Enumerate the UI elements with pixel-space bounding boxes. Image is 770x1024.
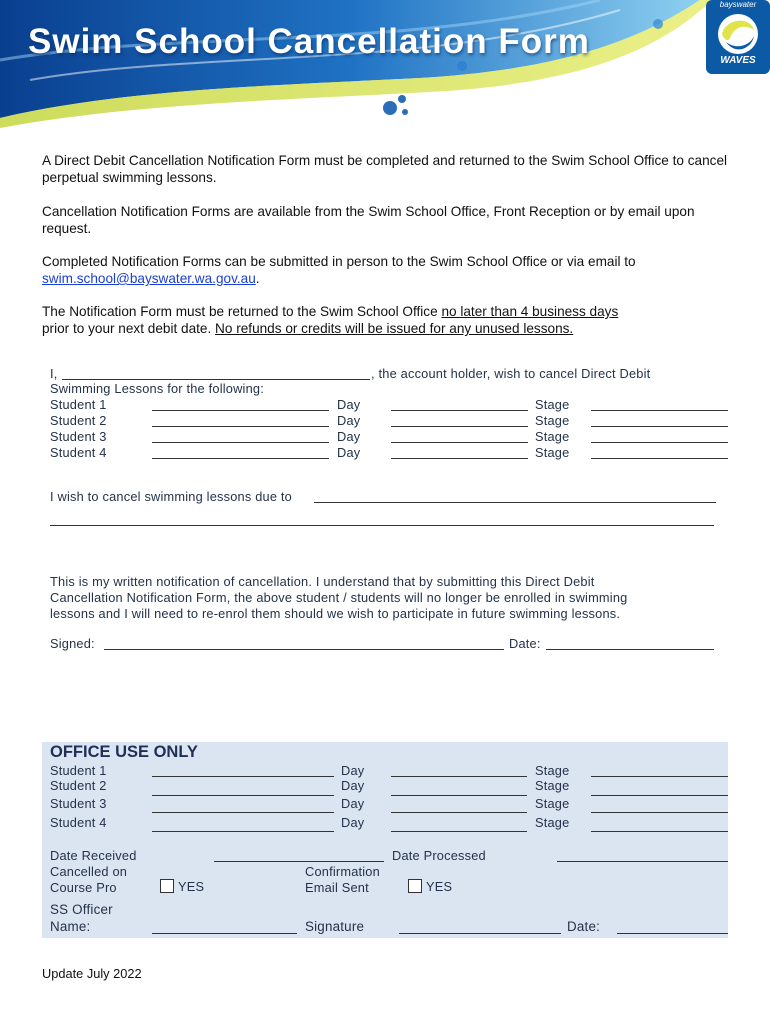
student-2-day-field[interactable] bbox=[391, 426, 528, 427]
reason-field-continued[interactable] bbox=[50, 525, 714, 526]
student-2-stage-label: Stage bbox=[535, 413, 570, 428]
signed-date-field[interactable] bbox=[546, 649, 714, 650]
office-student-4-label: Student 4 bbox=[50, 815, 107, 830]
student-4-stage-label: Stage bbox=[535, 445, 570, 460]
notice-line-2: Cancellation Notification Form, the above student / students will no longer be enrolled in swimming bbox=[50, 590, 628, 605]
cancelled-on-label: Cancelled on bbox=[50, 864, 128, 879]
course-pro-label: Course Pro bbox=[50, 880, 117, 895]
office-student-3-label: Student 3 bbox=[50, 796, 107, 811]
student-3-name-field[interactable] bbox=[152, 442, 329, 443]
intro-paragraph-4-mid: prior to your next debit date. bbox=[42, 321, 216, 336]
student-1-day-label: Day bbox=[337, 397, 361, 412]
cancelled-yes-label: YES bbox=[178, 879, 205, 894]
signed-date-label: Date: bbox=[509, 636, 541, 651]
office-student-3-stage-field[interactable] bbox=[591, 812, 728, 813]
deadline-text: no later than 4 business days bbox=[441, 304, 619, 319]
header-banner bbox=[0, 0, 770, 130]
office-student-2-label: Student 2 bbox=[50, 778, 107, 793]
office-use-panel bbox=[42, 742, 728, 938]
student-4-label: Student 4 bbox=[50, 445, 107, 460]
student-2-name-field[interactable] bbox=[152, 426, 329, 427]
office-student-4-stage-field[interactable] bbox=[591, 831, 728, 832]
office-student-3-field[interactable] bbox=[152, 812, 334, 813]
student-1-label: Student 1 bbox=[50, 397, 107, 412]
office-student-4-stage-label: Stage bbox=[535, 815, 570, 830]
officer-date-label: Date: bbox=[567, 919, 601, 934]
intro-paragraph-4 bbox=[42, 303, 732, 337]
officer-signature-field[interactable] bbox=[399, 933, 561, 934]
student-4-day-label: Day bbox=[337, 445, 361, 460]
account-holder-prefix: I, bbox=[50, 366, 58, 381]
no-refund-text: No refunds or credits will be issued for any unused lessons. bbox=[215, 321, 574, 336]
confirmation-label: Confirmation bbox=[305, 864, 380, 879]
date-received-field[interactable] bbox=[214, 861, 384, 862]
intro-paragraph-3-end: . bbox=[255, 271, 260, 286]
email-sent-yes-checkbox[interactable] bbox=[408, 879, 422, 893]
office-student-2-day-field[interactable] bbox=[391, 795, 527, 796]
date-received-label: Date Received bbox=[50, 848, 137, 863]
student-2-stage-field[interactable] bbox=[591, 426, 728, 427]
office-student-2-stage-label: Stage bbox=[535, 778, 570, 793]
student-3-stage-field[interactable] bbox=[591, 442, 728, 443]
email-sent-label: Email Sent bbox=[305, 880, 369, 895]
office-use-title: OFFICE USE ONLY bbox=[50, 743, 198, 761]
student-4-day-field[interactable] bbox=[391, 458, 528, 459]
office-student-3-day-field[interactable] bbox=[391, 812, 527, 813]
student-3-label: Student 3 bbox=[50, 429, 107, 444]
notice-line-3: lessons and I will need to re-enrol them should we wish to participate in future swimming lessons. bbox=[50, 606, 621, 621]
office-student-3-day-label: Day bbox=[341, 796, 365, 811]
student-4-stage-field[interactable] bbox=[591, 458, 728, 459]
student-2-label: Student 2 bbox=[50, 413, 107, 428]
office-student-4-day-label: Day bbox=[341, 815, 365, 830]
office-student-1-stage-label: Stage bbox=[535, 763, 570, 778]
cancelled-yes-checkbox[interactable] bbox=[160, 879, 174, 893]
student-1-day-field[interactable] bbox=[391, 410, 528, 411]
student-3-day-field[interactable] bbox=[391, 442, 528, 443]
office-student-2-day-label: Day bbox=[341, 778, 365, 793]
email-sent-yes-label: YES bbox=[426, 879, 453, 894]
logo-bottom-text: WAVES bbox=[720, 55, 756, 66]
office-student-1-stage-field[interactable] bbox=[591, 776, 728, 777]
intro-paragraph-3-text: Completed Notification Forms can be submitted in person to the Swim School Office or via email to bbox=[42, 254, 636, 269]
signature-field[interactable] bbox=[104, 649, 504, 650]
office-student-1-day-field[interactable] bbox=[391, 776, 527, 777]
officer-name-field[interactable] bbox=[152, 933, 297, 934]
waves-logo bbox=[706, 0, 770, 74]
notice-line-1: This is my written notification of cancellation. I understand that by submitting this Direct Debit bbox=[50, 574, 595, 589]
intro-paragraph-2: Cancellation Notification Forms are available from the Swim School Office, Front Reception or by email upon request. bbox=[42, 204, 695, 236]
signed-label: Signed: bbox=[50, 636, 95, 651]
intro-paragraph-4-text: The Notification Form must be returned to the Swim School Office bbox=[42, 304, 442, 319]
reason-field[interactable] bbox=[314, 502, 716, 503]
swim-lessons-label: Swimming Lessons for the following: bbox=[50, 381, 264, 396]
student-2-day-label: Day bbox=[337, 413, 361, 428]
office-student-1-field[interactable] bbox=[152, 776, 334, 777]
office-student-2-stage-field[interactable] bbox=[591, 795, 728, 796]
update-date: Update July 2022 bbox=[42, 966, 142, 981]
page-title: Swim School Cancellation Form bbox=[28, 22, 590, 61]
intro-paragraph-3 bbox=[42, 253, 732, 287]
date-processed-label: Date Processed bbox=[392, 848, 486, 863]
student-3-stage-label: Stage bbox=[535, 429, 570, 444]
officer-signature-label: Signature bbox=[305, 919, 365, 934]
office-student-4-day-field[interactable] bbox=[391, 831, 527, 832]
student-1-name-field[interactable] bbox=[152, 410, 329, 411]
office-student-1-label: Student 1 bbox=[50, 763, 107, 778]
officer-date-field[interactable] bbox=[617, 933, 728, 934]
account-holder-name-field[interactable] bbox=[62, 379, 370, 380]
student-3-day-label: Day bbox=[337, 429, 361, 444]
office-student-4-field[interactable] bbox=[152, 831, 334, 832]
officer-name-label: Name: bbox=[50, 919, 91, 934]
intro-paragraph-1: A Direct Debit Cancellation Notification Form must be completed and returned to the Swim School Office to cancel perpetual swimming lessons. bbox=[42, 153, 728, 185]
account-holder-suffix: , the account holder, wish to cancel Direct Debit bbox=[371, 366, 651, 381]
student-1-stage-field[interactable] bbox=[591, 410, 728, 411]
student-4-name-field[interactable] bbox=[152, 458, 329, 459]
student-1-stage-label: Stage bbox=[535, 397, 570, 412]
reason-label: I wish to cancel swimming lessons due to bbox=[50, 489, 292, 504]
logo-top-text: bayswater bbox=[719, 0, 757, 9]
email-link[interactable]: swim.school@bayswater.wa.gov.au bbox=[42, 271, 256, 286]
office-student-1-day-label: Day bbox=[341, 763, 365, 778]
office-student-3-stage-label: Stage bbox=[535, 796, 570, 811]
office-student-2-field[interactable] bbox=[152, 795, 334, 796]
ss-officer-label: SS Officer bbox=[50, 902, 113, 917]
date-processed-field[interactable] bbox=[557, 861, 728, 862]
